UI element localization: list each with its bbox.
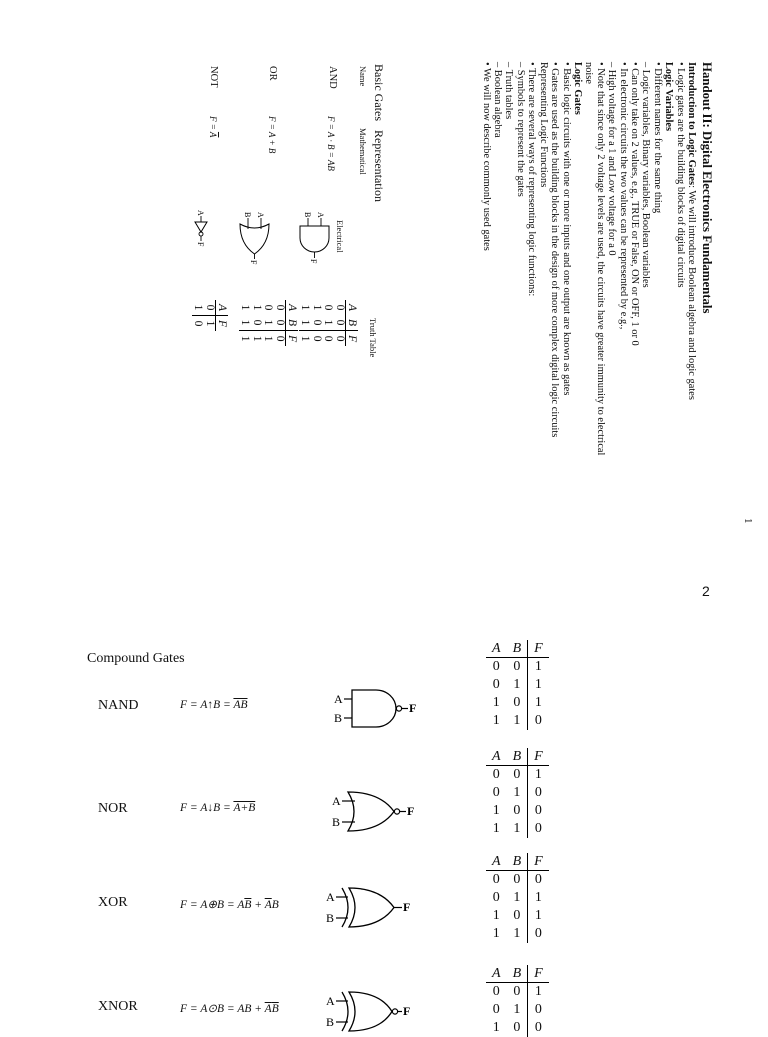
tt-cell: 0 xyxy=(528,802,549,820)
tt-header: B xyxy=(346,315,359,331)
text-line: • Gates are used as the building blocks in the design of more complex digital logic circuits xyxy=(549,62,561,438)
text-line: – High voltage for a 1 and Low voltage for a 0 xyxy=(606,62,618,256)
svg-text:A: A xyxy=(256,212,265,218)
gate-expr-nor xyxy=(180,802,255,814)
table-row xyxy=(486,983,549,1002)
or-gate-symbol xyxy=(231,210,271,268)
tt-header: A xyxy=(346,300,359,315)
tt-cell: 0 xyxy=(492,767,500,782)
table-row xyxy=(204,300,216,331)
intro-heading: Introduction to Logic Gates xyxy=(686,62,697,186)
svg-text:A: A xyxy=(332,794,341,808)
truth-table-not xyxy=(192,300,228,331)
nor-gate-symbol xyxy=(328,789,420,833)
table-row xyxy=(486,820,549,838)
gate-expr-xnor xyxy=(180,1001,279,1015)
table-row xyxy=(486,676,549,694)
tt-cell: 1 xyxy=(239,319,252,326)
expr-segment: $\overline{A}$ xyxy=(264,899,272,911)
svg-text:B: B xyxy=(332,815,341,829)
tt-cell: 1 xyxy=(513,890,521,905)
table-row xyxy=(486,766,549,785)
text-line: – Logic variables, Binary variables, Boolean variables xyxy=(640,62,652,288)
xor-gate-symbol xyxy=(322,885,418,929)
tt-header: F xyxy=(286,331,299,347)
section-heading-logic-variables: Logic Variables xyxy=(663,62,675,131)
tt-cell: 0 xyxy=(204,304,216,311)
tt-cell: 0 xyxy=(513,984,521,999)
tt-header: F xyxy=(528,853,549,871)
tt-cell: 0 xyxy=(528,1019,549,1037)
tt-cell: 1 xyxy=(492,908,500,923)
tt-header: A xyxy=(486,640,507,658)
table-row xyxy=(486,784,549,802)
tt-cell: 0 xyxy=(513,803,521,818)
text-line: • Logic gates are the building blocks of digital circuits xyxy=(674,62,686,288)
text-line: • We will now describe commonly used gates xyxy=(480,62,492,251)
tt-cell: 1 xyxy=(513,926,521,941)
table-row xyxy=(486,925,549,943)
truth-table-and xyxy=(299,300,358,346)
svg-text:A: A xyxy=(196,210,205,216)
tt-cell: 0 xyxy=(513,767,521,782)
tt-header: F xyxy=(346,331,359,347)
text-line: – Symbols to represent the gates xyxy=(514,62,526,197)
tt-header: F xyxy=(528,965,549,983)
tt-cell: 0 xyxy=(528,712,549,730)
svg-text:B: B xyxy=(243,212,252,218)
tt-cell: 1 xyxy=(492,1020,500,1035)
tt-cell: 0 xyxy=(528,1001,549,1019)
tt-cell: 0 xyxy=(262,304,275,311)
svg-text:F: F xyxy=(309,259,318,264)
nand-gate-symbol xyxy=(330,685,420,729)
svg-text:B: B xyxy=(303,212,312,218)
text-line: noise xyxy=(583,62,595,84)
table-row xyxy=(322,300,334,346)
expr-segment: + xyxy=(251,899,265,911)
gate-name-xnor: XNOR xyxy=(98,999,138,1014)
intro-text: : We will introduce Boolean algebra and logic gates xyxy=(686,185,697,400)
tt-header: B xyxy=(507,965,528,983)
tt-cell: 0 xyxy=(322,304,335,311)
table-row xyxy=(486,889,549,907)
tt-cell: 1 xyxy=(262,331,274,347)
tt-cell: 0 xyxy=(274,331,286,347)
gate-expr-xor xyxy=(180,897,279,911)
svg-text:B: B xyxy=(326,911,335,925)
table-row xyxy=(486,871,549,890)
tt-cell: 1 xyxy=(251,331,263,347)
tt-cell: 0 xyxy=(334,331,346,347)
gate-name-nor: NOR xyxy=(98,801,128,816)
tt-cell: 0 xyxy=(492,677,500,692)
svg-text:A: A xyxy=(316,212,325,218)
tt-cell: 1 xyxy=(239,331,251,347)
tt-cell: 0 xyxy=(513,872,521,887)
tt-header: A xyxy=(286,300,299,315)
tt-cell: 1 xyxy=(528,676,549,694)
svg-text:F: F xyxy=(249,260,258,265)
tt-cell: 0 xyxy=(492,659,500,674)
truth-table-nand xyxy=(486,640,549,730)
compound-gates-heading: Compound Gates xyxy=(87,651,185,666)
tt-cell: 1 xyxy=(262,319,275,326)
gate-expr-nand xyxy=(180,699,248,711)
representation-heading: Representation xyxy=(372,130,386,202)
column-header-name: Name xyxy=(358,66,368,87)
tt-cell: 0 xyxy=(528,784,549,802)
tt-cell: 1 xyxy=(513,713,521,728)
expr-segment: F = A⊕B = A xyxy=(180,899,245,911)
svg-text:F: F xyxy=(409,701,417,715)
expr-segment: $\overline{AB}$ xyxy=(233,699,248,711)
svg-text:F: F xyxy=(403,900,411,914)
tt-header: B xyxy=(286,315,299,331)
truth-table-or xyxy=(239,300,298,346)
page-number: 1 xyxy=(742,518,754,524)
tt-cell: 1 xyxy=(528,983,549,1002)
text-line: • There are several ways of representing logic functions: xyxy=(526,62,538,297)
text-line: • Basic logic circuits with one or more inputs and one output are known as gates xyxy=(560,62,572,396)
tt-header: B xyxy=(507,640,528,658)
gate-expr-not: $F = \overline{A}$ xyxy=(208,116,218,138)
table-row xyxy=(486,694,549,712)
svg-text:A: A xyxy=(326,994,335,1008)
tt-cell: 1 xyxy=(239,304,252,311)
column-header-truth-table: Truth Table xyxy=(368,318,378,358)
expr-segment: $\overline{A}$ xyxy=(264,1003,272,1015)
not-gate-symbol xyxy=(187,208,211,266)
tt-cell: 0 xyxy=(492,872,500,887)
truth-table-xor xyxy=(486,853,549,943)
tt-header: A xyxy=(216,300,229,316)
tt-header: F xyxy=(528,640,549,658)
expr-segment: F = A↑B = xyxy=(180,699,234,711)
table-row xyxy=(299,300,311,346)
xnor-gate-symbol xyxy=(322,989,418,1033)
expr-segment: F = A↓B = xyxy=(180,802,234,814)
text-line: • Note that since only 2 voltage levels are used, the circuits have greater immunity to electrical xyxy=(594,62,606,456)
tt-cell: 0 xyxy=(492,785,500,800)
tt-cell: 1 xyxy=(492,713,500,728)
text-line: • In electronic circuits the two values can be represented by e.g., xyxy=(617,62,629,330)
tt-cell: 1 xyxy=(492,926,500,941)
tt-cell: 1 xyxy=(492,803,500,818)
gate-name-xor: XOR xyxy=(98,895,128,910)
table-row xyxy=(239,300,251,346)
tt-cell: 1 xyxy=(251,304,263,311)
tt-cell: 1 xyxy=(299,331,311,347)
tt-cell: 1 xyxy=(528,658,549,677)
text-line: – Boolean algebra xyxy=(492,62,504,138)
and-gate-symbol xyxy=(291,210,331,268)
tt-cell: 1 xyxy=(192,304,205,311)
tt-header: F xyxy=(216,316,229,332)
tt-cell: 0 xyxy=(322,331,334,347)
basic-gates-heading: Basic Gates xyxy=(372,64,386,121)
tt-cell: 1 xyxy=(299,304,312,311)
table-row xyxy=(486,712,549,730)
svg-text:B: B xyxy=(326,1015,335,1029)
text-line: – Truth tables xyxy=(503,62,515,120)
tt-header: B xyxy=(507,748,528,766)
table-row xyxy=(274,300,286,346)
tt-cell: 0 xyxy=(513,1020,521,1035)
table-row xyxy=(486,802,549,820)
tt-cell: 0 xyxy=(334,304,346,311)
page-2 xyxy=(0,565,768,1035)
column-header-mathematical: Mathematical xyxy=(358,128,368,175)
text-line: • Different names for the same thing xyxy=(651,62,663,214)
expr-segment: $\overline{B}$ xyxy=(244,899,252,911)
expr-segment: A+B xyxy=(233,802,256,814)
table-row xyxy=(486,1001,549,1019)
tt-cell: 0 xyxy=(528,925,549,943)
svg-text:F: F xyxy=(403,1004,411,1018)
tt-header: A xyxy=(486,965,507,983)
table-row xyxy=(486,658,549,677)
tt-cell: 1 xyxy=(492,695,500,710)
tt-cell: 0 xyxy=(528,871,549,890)
gate-expr-and: F = A · B = AB xyxy=(326,116,336,171)
tt-cell: 1 xyxy=(513,677,521,692)
tt-cell: 1 xyxy=(528,889,549,907)
text-line: Representing Logic Functions xyxy=(537,62,549,188)
gate-name-or: OR xyxy=(267,66,278,81)
intro-line xyxy=(686,62,697,532)
tt-cell: 0 xyxy=(492,984,500,999)
gate-name-nand: NAND xyxy=(98,698,139,713)
tt-cell: 0 xyxy=(492,1002,500,1017)
table-row xyxy=(192,300,204,331)
table-row xyxy=(334,300,346,346)
expr-segment: B xyxy=(271,899,279,911)
svg-text:F: F xyxy=(407,804,415,818)
gate-name-not: NOT xyxy=(208,66,219,88)
tt-cell: 0 xyxy=(513,695,521,710)
truth-table-nor xyxy=(486,748,549,838)
tt-cell: 1 xyxy=(528,766,549,785)
table-row xyxy=(262,300,274,346)
tt-header: A xyxy=(486,853,507,871)
svg-text:F: F xyxy=(196,242,205,247)
tt-cell: 0 xyxy=(528,820,549,838)
truth-table-xnor xyxy=(486,965,549,1037)
expr-segment: $\overline{B}$ xyxy=(271,1003,279,1015)
tt-cell: 1 xyxy=(311,304,323,311)
section-heading-logic-gates: Logic Gates xyxy=(571,62,583,115)
tt-cell: 0 xyxy=(311,331,323,347)
tt-cell: 0 xyxy=(274,319,286,326)
tt-header: F xyxy=(528,748,549,766)
gate-expr-or: F = A + B xyxy=(267,116,277,154)
tt-cell: 1 xyxy=(492,821,500,836)
table-row xyxy=(311,300,323,346)
gate-name-and: AND xyxy=(327,66,338,89)
tt-cell: 0 xyxy=(334,319,346,326)
svg-text:A: A xyxy=(334,692,343,706)
tt-header: B xyxy=(507,853,528,871)
tt-header: A xyxy=(486,748,507,766)
document-title: Handout II: Digital Electronics Fundamentals xyxy=(700,62,714,314)
tt-cell: 1 xyxy=(204,316,216,332)
tt-cell: 1 xyxy=(322,319,335,326)
tt-cell: 1 xyxy=(299,319,312,326)
tt-cell: 1 xyxy=(513,1002,521,1017)
tt-cell: 0 xyxy=(492,890,500,905)
page-number: 2 xyxy=(702,583,710,599)
tt-cell: 1 xyxy=(528,694,549,712)
tt-cell: 0 xyxy=(513,659,521,674)
tt-cell: 1 xyxy=(513,821,521,836)
tt-cell: 0 xyxy=(251,319,263,326)
column-header-electrical: Electrical xyxy=(335,220,345,253)
tt-cell: 0 xyxy=(274,304,286,311)
tt-cell: 1 xyxy=(528,907,549,925)
tt-cell: 0 xyxy=(311,319,323,326)
intro-section xyxy=(480,62,714,532)
expr-segment: F = A⊙B = AB + xyxy=(180,1003,265,1015)
table-row xyxy=(486,907,549,925)
table-row xyxy=(251,300,263,346)
text-line: • Can only take on 2 values, e.g., TRUE or False, ON or OFF, 1 or 0 xyxy=(628,62,640,346)
svg-text:A: A xyxy=(326,890,335,904)
table-row xyxy=(486,1019,549,1037)
tt-cell: 0 xyxy=(513,908,521,923)
tt-cell: 1 xyxy=(513,785,521,800)
svg-text:B: B xyxy=(334,711,343,725)
tt-cell: 0 xyxy=(192,316,204,332)
